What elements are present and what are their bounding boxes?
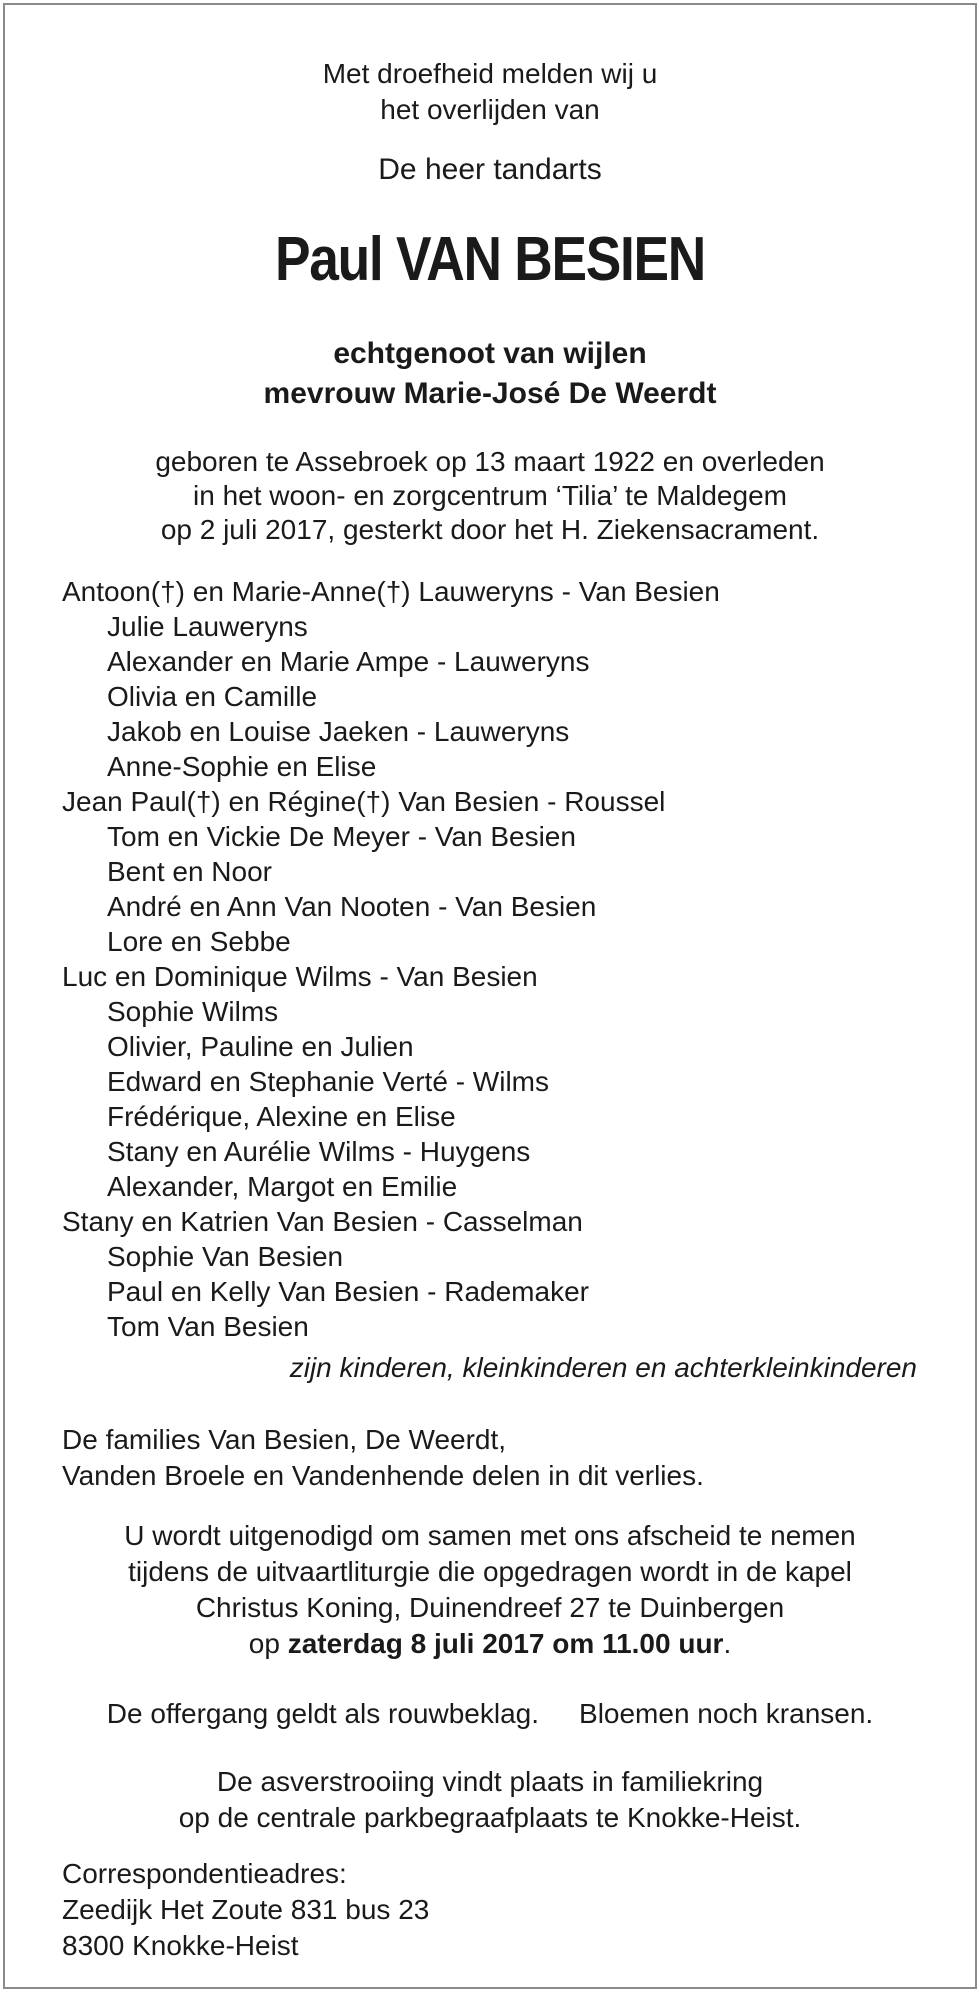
family-line: André en Ann Van Nooten - Van Besien bbox=[107, 891, 597, 922]
family-line: Sophie Van Besien bbox=[107, 1241, 344, 1272]
deceased-name: Paul VAN BESIEN bbox=[274, 225, 706, 294]
family-line: Tom en Vickie De Meyer - Van Besien bbox=[107, 821, 576, 852]
date-suffix: . bbox=[723, 1628, 732, 1659]
family-line: Jean Paul(†) en Régine(†) Van Besien - Roussel bbox=[62, 786, 666, 817]
family-line: Sophie Wilms bbox=[107, 996, 279, 1027]
invitation-line-2: tijdens de uitvaartliturgie die opgedragen wordt in de kapel bbox=[128, 1556, 852, 1587]
family-caption: zijn kinderen, kleinkinderen en achterkleinkinderen bbox=[289, 1352, 917, 1383]
family-line: Stany en Katrien Van Besien - Casselman bbox=[62, 1206, 583, 1237]
family-line: Frédérique, Alexine en Elise bbox=[107, 1101, 456, 1132]
flowers-note: Bloemen noch kransen. bbox=[579, 1698, 874, 1729]
family-line: Bent en Noor bbox=[107, 856, 272, 887]
family-line: Edward en Stephanie Verté - Wilms bbox=[107, 1066, 549, 1097]
offering-note: De offergang geldt als rouwbeklag. bbox=[106, 1698, 540, 1729]
family-line: Antoon(†) en Marie-Anne(†) Lauweryns - Van Besien bbox=[62, 576, 720, 607]
spouse-line-2: mevrouw Marie-José De Weerdt bbox=[263, 377, 717, 410]
invitation-line-1: U wordt uitgenodigd om samen met ons afscheid te nemen bbox=[124, 1520, 856, 1551]
family-line: Anne-Sophie en Elise bbox=[107, 751, 377, 782]
family-line: Paul en Kelly Van Besien - Rademaker bbox=[107, 1276, 589, 1307]
spouse-line-1: echtgenoot van wijlen bbox=[333, 337, 647, 370]
funeral-date-line bbox=[5, 1627, 975, 1661]
family-line: Olivier, Pauline en Julien bbox=[107, 1031, 414, 1062]
family-line: Lore en Sebbe bbox=[107, 926, 291, 957]
family-line: Jakob en Louise Jaeken - Lauweryns bbox=[107, 716, 570, 747]
families-line-2: Vanden Broele en Vandenhende delen in dit verlies. bbox=[62, 1460, 704, 1491]
notes-line bbox=[5, 1697, 975, 1731]
obituary-card bbox=[3, 3, 977, 1989]
intro-line-2: het overlijden van bbox=[380, 94, 600, 125]
correspondence-city: 8300 Knokke-Heist bbox=[62, 1930, 299, 1961]
invitation-line-3: Christus Koning, Duinendreef 27 te Duinbergen bbox=[195, 1592, 785, 1623]
ashes-line-2: op de centrale parkbegraafplaats te Knokke-Heist. bbox=[178, 1802, 802, 1833]
date-prefix: op bbox=[248, 1628, 288, 1659]
title-prefix: De heer tandarts bbox=[378, 153, 602, 186]
correspondence-street: Zeedijk Het Zoute 831 bus 23 bbox=[62, 1894, 430, 1925]
family-line: Stany en Aurélie Wilms - Huygens bbox=[107, 1136, 531, 1167]
family-line: Tom Van Besien bbox=[107, 1311, 309, 1342]
family-line: Alexander en Marie Ampe - Lauweryns bbox=[107, 646, 590, 677]
birth-line-3: op 2 juli 2017, gesterkt door het H. Ziekensacrament. bbox=[160, 514, 820, 545]
funeral-date: zaterdag 8 juli 2017 om 11.00 uur bbox=[287, 1628, 724, 1659]
family-line: Julie Lauweryns bbox=[107, 611, 308, 642]
birth-line-2: in het woon- en zorgcentrum ‘Tilia’ te Maldegem bbox=[193, 480, 787, 511]
family-line: Luc en Dominique Wilms - Van Besien bbox=[62, 961, 538, 992]
family-line: Olivia en Camille bbox=[107, 681, 318, 712]
family-line: Alexander, Margot en Emilie bbox=[107, 1171, 458, 1202]
correspondence-label: Correspondentieadres: bbox=[62, 1858, 347, 1889]
families-line-1: De families Van Besien, De Weerdt, bbox=[62, 1424, 507, 1455]
birth-line-1: geboren te Assebroek op 13 maart 1922 en overleden bbox=[155, 446, 825, 477]
ashes-line-1: De asverstrooiing vindt plaats in familiekring bbox=[216, 1766, 764, 1797]
intro-line-1: Met droefheid melden wij u bbox=[322, 58, 658, 89]
